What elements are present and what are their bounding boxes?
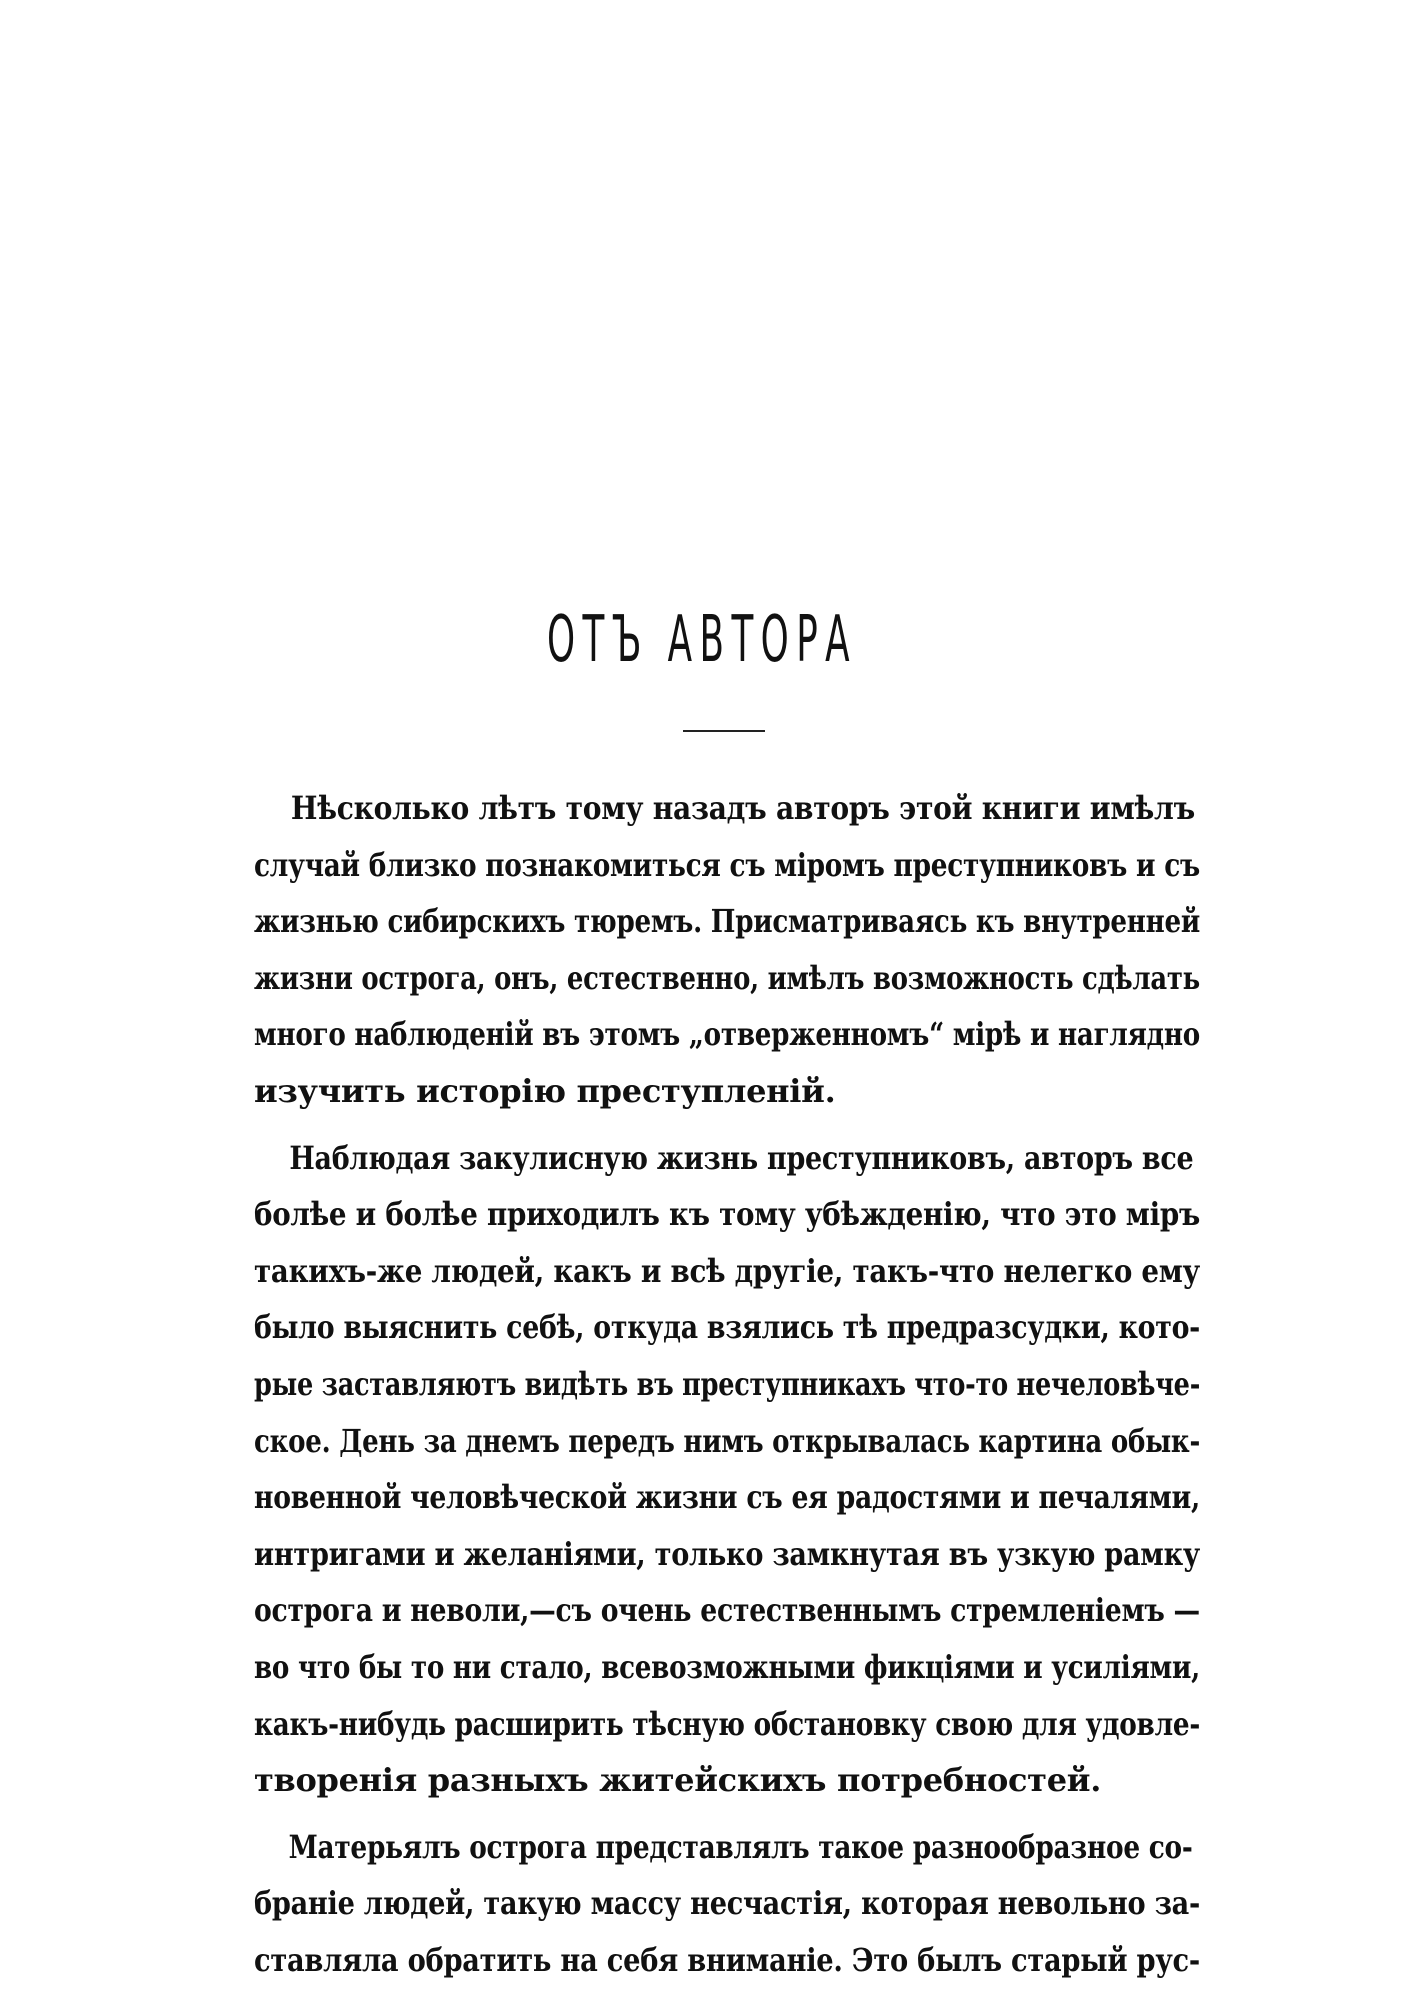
paragraph-gap (254, 1120, 1200, 1130)
text-line: было выяснить себѣ, откуда взялись тѣ предразсудки, кото- (254, 1308, 1201, 1347)
title-divider (683, 730, 765, 732)
text-line: во что бы то ни стало, всевозможными фикціями и усиліями, (254, 1647, 1200, 1686)
text-line: много наблюденій въ этомъ „отверженномъ“ мірѣ и наглядно (254, 1015, 1200, 1054)
text-line: новенной человѣческой жизни съ ея радостями и печалями, (254, 1478, 1200, 1517)
body-text (254, 780, 1200, 1988)
text-line: Нѣсколько лѣтъ тому назадъ авторъ этой книги имѣлъ (290, 789, 1195, 827)
text-line: острога и неволи,—съ очень естественнымъ стремленіемъ — (254, 1591, 1200, 1630)
text-line: творенія разныхъ житейскихъ потребностей. (254, 1761, 1102, 1800)
text-line: какъ-нибудь расширить тѣсную обстановку свою для удовле- (254, 1704, 1200, 1743)
text-line: браніе людей, такую массу несчастія, которая невольно за- (254, 1884, 1201, 1923)
text-line: ское. День за днемъ передъ нимъ открывалась картина обык- (254, 1421, 1201, 1460)
text-line: Наблюдая закулисную жизнь преступниковъ, авторъ все (289, 1138, 1194, 1177)
text-line: ставляла обратить на себя вниманіе. Это былъ старый рус- (254, 1940, 1200, 1979)
text-line: случай близко познакомиться съ міромъ преступниковъ и съ (254, 845, 1200, 884)
text-line: рые заставляютъ видѣть въ преступникахъ что-то нечеловѣче- (254, 1364, 1201, 1403)
text-line: жизнью сибирскихъ тюремъ. Присматриваясь къ внутренней (254, 902, 1201, 941)
text-line: жизни острога, онъ, естественно, имѣлъ возможность сдѣлать (254, 958, 1200, 997)
text-line: такихъ-же людей, какъ и всѣ другіе, такъ-что нелегко ему (254, 1251, 1201, 1290)
text-line: болѣе и болѣе приходилъ къ тому убѣжденію, что это міръ (254, 1195, 1200, 1234)
text-line: изучить исторію преступленій. (254, 1071, 836, 1110)
chapter-title: ОТЪ АВТОРА (546, 603, 858, 677)
text-line: интригами и желаніями, только замкнутая въ узкую рамку (254, 1534, 1201, 1573)
text-line: Матерьялъ острога представлялъ такое разнообразное со- (288, 1827, 1193, 1866)
paragraph-gap (254, 1809, 1200, 1819)
